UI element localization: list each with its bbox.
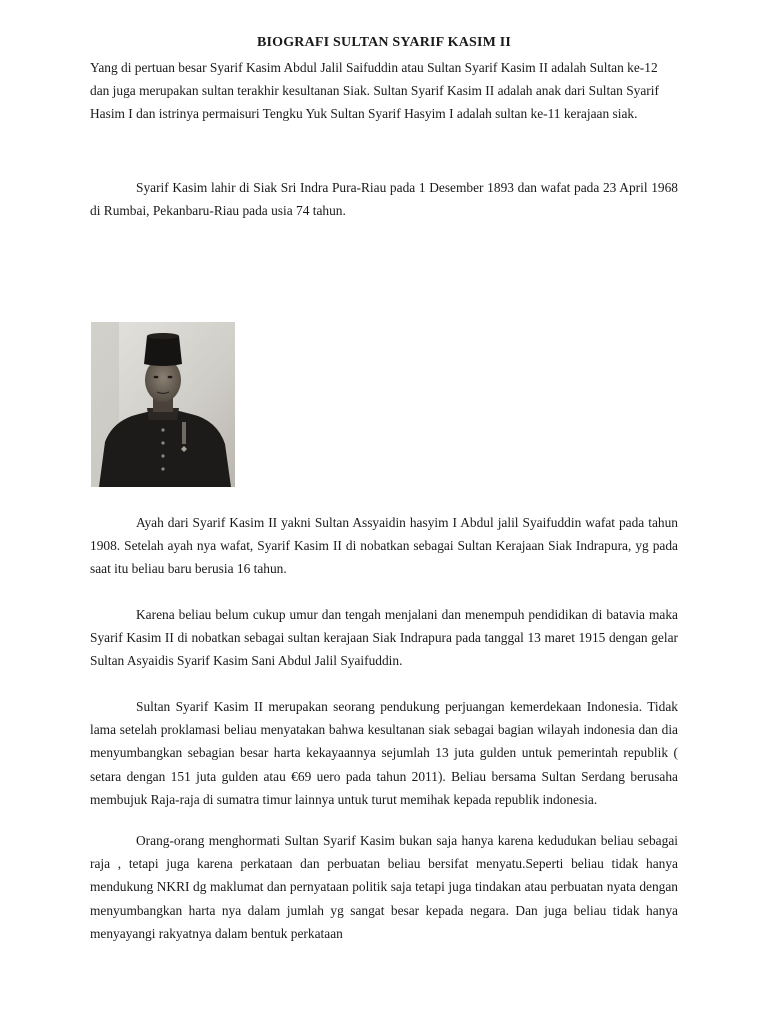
paragraph-birth: Syarif Kasim lahir di Siak Sri Indra Pura-Riau pada 1 Desember 1893 dan wafat pada 23 April 1968 di Rumbai, Pekanbaru-Riau pada usia 74 tahun. xyxy=(90,180,678,219)
paragraph-respect: Orang-orang menghormati Sultan Syarif Kasim bukan saja hanya karena kedudukan beliau sebagai raja , tetapi juga karena perkataan dan perbuatan beliau bersifat menyatu.Seperti beliau tidak hanya mendukung NKRI dg maklumat dan pernyataan politik saja tetapi juga tindakan atau perbuatan nyata dengan menyumbangkan harta nya dalam jumlah yg sangat besar kepada negara. Dan juga beliau tidak hanya menyayangi rakyatnya dalam bentuk perkataan xyxy=(90,833,678,941)
document-title: BIOGRAFI SULTAN SYARIF KASIM II xyxy=(256,35,512,50)
paragraph-father: Ayah dari Syarif Kasim II yakni Sultan Assyaidin hasyim I Abdul jalil Syaifuddin wafat pada tahun 1908. Setelah ayah nya wafat, Syarif Kasim II di nobatkan sebagai Sultan Kerajaan Siak Indrapura, yg pada saat itu beliau baru berusia 16 tahun. xyxy=(90,515,678,577)
portrait-illustration xyxy=(91,322,235,487)
paragraph-coronation: Karena beliau belum cukup umur dan tengah menjalani dan menempuh pendidikan di batavia maka Syarif Kasim II di nobatkan sebagai sultan kerajaan Siak Indrapura pada tanggal 13 maret 1915 dengan gelar Sultan Asyaidis Syarif Kasim Sani Abdul Jalil Syaifuddin. xyxy=(90,607,678,669)
portrait-photo xyxy=(91,322,235,487)
paragraph-independence: Sultan Syarif Kasim II merupakan seorang pendukung perjuangan kemerdekaan Indonesia. Tidak lama setelah proklamasi beliau menyatakan bahwa kesultanan siak sebagai bagian wilayah indonesia dan dia menyumbangkan sebagian besar harta kekayaannya sejumlah 13 juta gulden untuk pemerintah republik ( setara dengan 151 juta gulden atau €69 uero pada tahun 2011). Beliau bersama Sultan Serdang berusaha membujuk Raja-raja di sumatra timur lainnya untuk turut memihak kepada republik indonesia. xyxy=(90,699,678,807)
paragraph-intro: Yang di pertuan besar Syarif Kasim Abdul Jalil Saifuddin atau Sultan Syarif Kasim II adalah Sultan ke-12 dan juga merupakan sultan terakhir kesultanan Siak. Sultan Syarif Kasim II adalah anak dari Sultan Syarif Hasim I dan istrinya permaisuri Tengku Yuk Sultan Syarif Hasyim I adalah sultan ke-11 kerajaan siak. xyxy=(90,60,659,122)
